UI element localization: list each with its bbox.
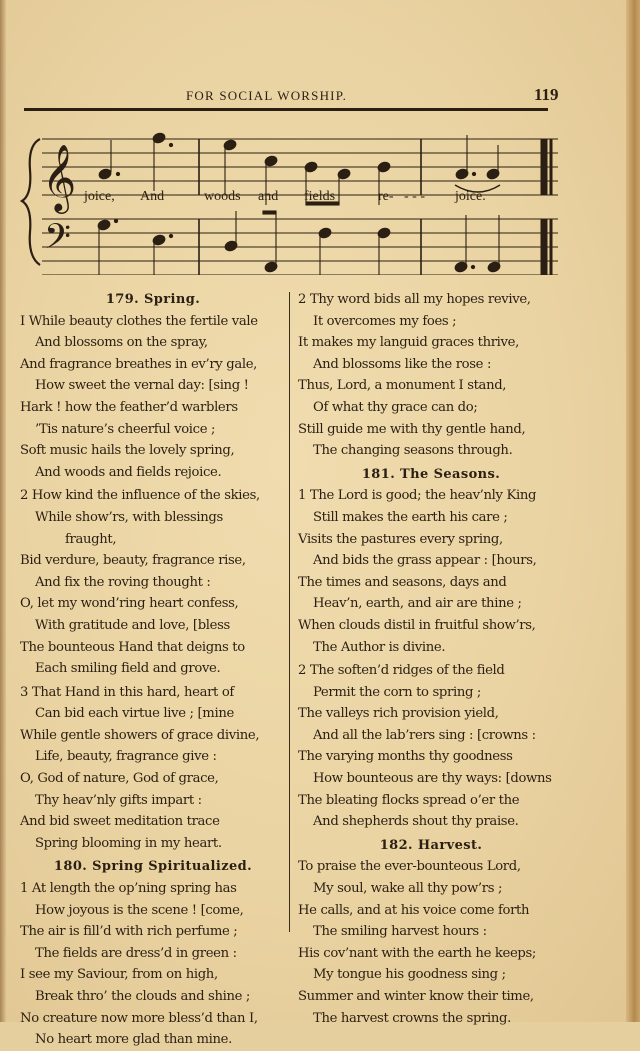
- verse-line: And fragrance breathes in ev’ry gale,: [20, 356, 258, 372]
- hymn-title: 182. Harvest.: [379, 837, 483, 853]
- verse-line: 1 At length the op’ning spring has: [20, 881, 237, 897]
- verse-line: He calls, and at his voice come forth: [298, 902, 530, 918]
- verse-line: And all the lab’rers sing : [crowns :: [313, 727, 536, 743]
- verse-line: Spring blooming in my heart.: [35, 835, 222, 851]
- verse-line: And blossoms on the spray,: [35, 335, 208, 351]
- verse-line: And bids the grass appear : [hours,: [313, 553, 537, 569]
- verse-line: I While beauty clothes the fertile vale: [20, 313, 258, 329]
- verse-line: With gratitude and love, [bless: [35, 617, 230, 633]
- verse-line: ’Tis nature’s cheerful voice ;: [35, 421, 216, 437]
- verse-line: 2 The soften’d ridges of the field: [298, 663, 505, 679]
- verse-line: The Author is divine.: [313, 639, 446, 655]
- hymn-182: [298, 835, 564, 1029]
- lyric-word: woods: [204, 189, 241, 204]
- verse-line: Of what thy grace can do;: [313, 399, 478, 415]
- music-score: [0, 115, 640, 275]
- verse-line: And shepherds shout thy praise.: [313, 814, 519, 830]
- verse-line: My soul, wake all thy pow’rs ;: [313, 881, 503, 897]
- hymn-title: 179. Spring.: [105, 292, 201, 307]
- hymn-title: 181. The Seasons.: [361, 466, 501, 482]
- verse-line: The times and seasons, days and: [298, 574, 507, 590]
- verse-line: How sweet the vernal day: [sing !: [35, 378, 249, 394]
- header-rule: [24, 108, 548, 111]
- verse-line: While show’rs, with blessings: [35, 509, 223, 525]
- verse-line: And blossoms like the rose :: [313, 356, 492, 372]
- verse-line: No heart more glad than mine.: [35, 1032, 232, 1048]
- verse-line: The smiling harvest hours :: [313, 924, 487, 940]
- verse-line: The harvest crowns the spring.: [313, 1010, 511, 1026]
- right-column: [298, 289, 564, 1029]
- hymn-179-continued: [298, 289, 564, 462]
- verse-line: Still guide me with thy gentle hand,: [298, 421, 526, 437]
- verse-line: The valleys rich provision yield,: [298, 706, 499, 722]
- lyric-word: and: [258, 189, 279, 204]
- lyric-word: - - -: [404, 189, 425, 204]
- verse-line: Permit the corn to spring ;: [313, 684, 481, 700]
- verse-line: Visits the pastures every spring,: [298, 531, 503, 547]
- verse-line: Heav’n, earth, and air are thine ;: [313, 596, 522, 612]
- verse-line: And bid sweet meditation trace: [20, 814, 220, 830]
- verse-line: 2 Thy word bids all my hopes revive,: [298, 292, 531, 307]
- verse-line: O, God of nature, God of grace,: [20, 771, 219, 787]
- verse-line: 1 The Lord is good; the heav’nly King: [298, 488, 537, 504]
- verse-line: When clouds distil in fruitful show’rs,: [298, 617, 536, 633]
- verse-line: The bounteous Hand that deigns to: [20, 639, 245, 655]
- verse-line: fraught,: [65, 531, 117, 547]
- verse-line: And woods and fields rejoice.: [35, 464, 222, 480]
- hymn-181: [298, 464, 564, 833]
- verse-line: 3 That Hand in this hard, heart of: [20, 684, 234, 700]
- verse-line: Hark ! how the feather’d warblers: [20, 399, 238, 415]
- lyric-word: joice,: [84, 189, 115, 204]
- verse-line: O, let my wond’ring heart confess,: [20, 596, 239, 612]
- verse-line: And fix the roving thought :: [35, 574, 211, 590]
- left-column: [20, 289, 286, 1051]
- verse-line: It makes my languid graces thrive,: [298, 335, 519, 351]
- lyric-word: re-: [378, 189, 394, 204]
- treble-clef-icon: 𝄞: [42, 143, 77, 211]
- verse-line: No creature now more bless’d than I,: [20, 1010, 258, 1026]
- page-number: 119: [534, 85, 559, 104]
- verse-line: How bounteous are thy ways: [downs: [313, 771, 552, 787]
- lyric-word: fields: [304, 189, 336, 204]
- running-head: [0, 85, 640, 108]
- verse-line: Still makes the earth his care ;: [313, 509, 508, 525]
- verse-line: I see my Saviour, from on high,: [20, 967, 218, 983]
- verse-line: Summer and winter know their time,: [298, 989, 534, 1004]
- bass-clef-icon: 𝄢: [44, 216, 72, 265]
- lyric-word: joice.: [455, 189, 486, 204]
- lyric-word: And: [140, 189, 165, 204]
- verse-line: Thy heav’nly gifts impart :: [35, 792, 202, 808]
- verse-line: My tongue his goodness sing ;: [313, 967, 506, 983]
- verse-line: Life, beauty, fragrance give :: [35, 749, 217, 765]
- running-title: FOR SOCIAL WORSHIP.: [186, 88, 348, 103]
- verse-line: Soft music hails the lovely spring,: [20, 443, 235, 459]
- verse-line: How joyous is the scene ! [come,: [35, 902, 244, 918]
- verse-line: While gentle showers of grace divine,: [20, 727, 260, 743]
- brace-icon: [22, 139, 40, 265]
- hymn-179: [20, 289, 286, 854]
- verse-line: Can bid each virtue live ; [mine: [35, 706, 234, 722]
- verse-line: The changing seasons through.: [313, 443, 513, 459]
- verse-line: The air is fill’d with rich perfume ;: [20, 924, 238, 940]
- verse-line: It overcomes my foes ;: [313, 313, 457, 329]
- verse-line: Thus, Lord, a monument I stand,: [298, 378, 507, 394]
- verse-line: The fields are dress’d in green :: [35, 945, 237, 961]
- column-divider: [289, 292, 290, 932]
- hymn-title: 180. Spring Spiritualized.: [53, 859, 253, 875]
- verse-line: Bid verdure, beauty, fragrance rise,: [20, 553, 246, 569]
- verse-line: Each smiling field and grove.: [35, 661, 221, 677]
- verse-line: His cov’nant with the earth he keeps;: [298, 945, 537, 961]
- verse-line: To praise the ever-bounteous Lord,: [298, 859, 521, 875]
- verse-line: The varying months thy goodness: [298, 749, 513, 765]
- verse-line: Break thro’ the clouds and shine ;: [35, 989, 250, 1004]
- verse-line: The bleating flocks spread o’er the: [298, 792, 520, 808]
- verse-line: 2 How kind the influence of the skies,: [20, 488, 260, 504]
